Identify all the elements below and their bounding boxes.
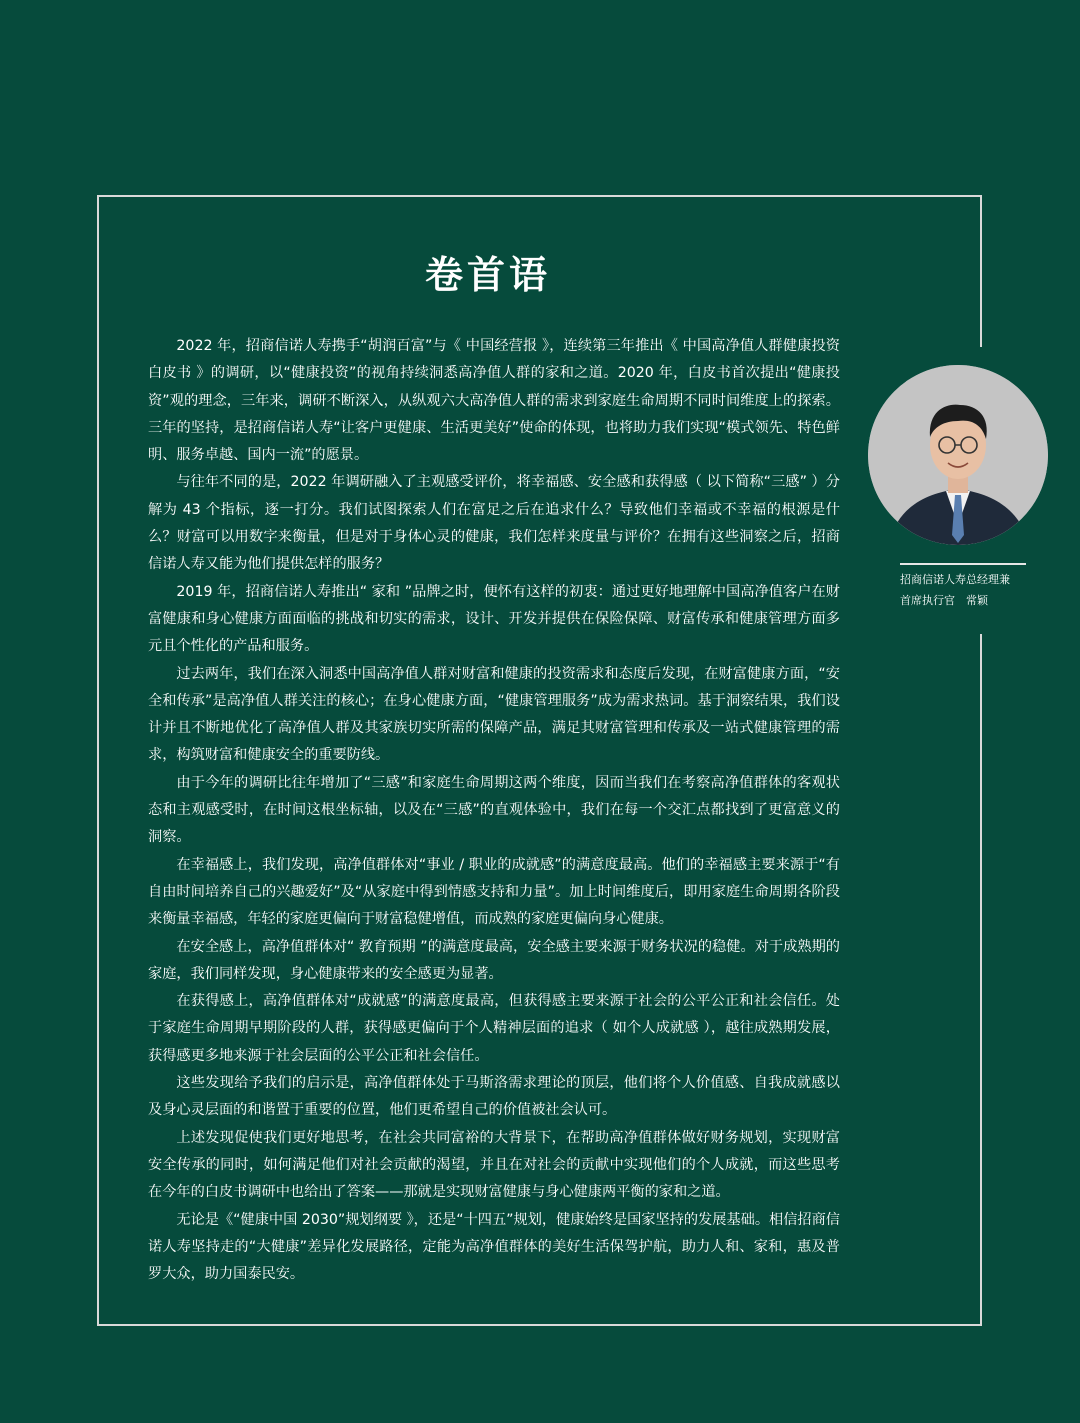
page-title: 卷首语 [424,253,551,297]
caption-name: 首席执行官 常颖 [900,594,988,607]
frame-left-border [97,195,99,1326]
caption-divider [900,563,1026,565]
paragraph: 由于今年的调研比往年增加了“三感”和家庭生命周期这两个维度，因而当我们在考察高净值群体的客观状态和主观感受时，在时间这根坐标轴，以及在“三感”的直观体验中，我们在每一个交汇点都找到了更富意义的洞察。 [148,774,840,846]
paragraph: 在幸福感上，我们发现，高净值群体对“事业 / 职业的成就感”的满意度最高。他们的幸福感主要来源于“有自由时间培养自己的兴趣爱好”及“从家庭中得到情感支持和力量”。加上时间维度后，即用家庭生命周期各阶段来衡量幸福感，年轻的家庭更偏向于财富稳健增值，而成熟的家庭更偏向身心健康。 [148,856,840,928]
foreword-body [148,333,840,1288]
paragraph: 2019 年，招商信诺人寿推出“ 家和 ”品牌之时，便怀有这样的初衷：通过更好地理解中国高净值客户在财富健康和身心健康方面面临的挑战和切实的需求，设计、开发并提供在保险保障、财富传承和健康管理方面多元且个性化的产品和服务。 [148,583,840,655]
paragraph: 上述发现促使我们更好地思考，在社会共同富裕的大背景下，在帮助高净值群体做好财务规划，实现财富安全传承的同时，如何满足他们对社会贡献的渴望，并且在对社会的贡献中实现他们的个人成就，而这些思考在今年的白皮书调研中也给出了答案——那就是实现财富健康与身心健康两平衡的家和之道。 [148,1129,840,1201]
frame-right-border-upper [980,195,982,347]
executive-portrait [868,365,1048,545]
frame-bottom-border [97,1324,982,1326]
portrait-illustration [868,365,1048,545]
portrait-caption [900,569,1060,611]
paragraph: 2022 年，招商信诺人寿携手“胡润百富”与《 中国经营报 》，连续第三年推出《 中国高净值人群健康投资白皮书 》的调研，以“健康投资”的视角持续洞悉高净值人群的家和之道。2020 年，白皮书首次提出“健康投资”观的理念，三年来，调研不断深入，从纵观六大高净值人群的需求到家庭生命周期不同时间维度上的探索。三年的坚持，是招商信诺人寿“让客户更健康、生活更美好”使命的体现，也将助力我们实现“模式领先、特色鲜明、服务卓越、国内一流”的愿景。 [148,338,840,464]
paragraph: 无论是《“健康中国 2030”规划纲要 》，还是“十四五”规划，健康始终是国家坚持的发展基础。相信招商信诺人寿坚持走的“大健康”差异化发展路径，定能为高净值群体的美好生活保驾护航，助力人和、家和，惠及普罗大众，助力国泰民安。 [148,1211,840,1283]
paragraph: 在获得感上，高净值群体对“成就感”的满意度最高，但获得感主要来源于社会的公平公正和社会信任。处于家庭生命周期早期阶段的人群，获得感更偏向于个人精神层面的追求（ 如个人成就感 ），越往成熟期发展，获得感更多地来源于社会层面的公平公正和社会信任。 [148,993,840,1064]
paragraph: 在安全感上，高净值群体对“ 教育预期 ”的满意度最高，安全感主要来源于财务状况的稳健。对于成熟期的家庭，我们同样发现，身心健康带来的安全感更为显著。 [148,938,840,982]
paragraph: 这些发现给予我们的启示是，高净值群体处于马斯洛需求理论的顶层，他们将个人价值感、自我成就感以及身心灵层面的和谐置于重要的位置，他们更希望自己的价值被社会认可。 [148,1075,840,1119]
paragraph: 与往年不同的是，2022 年调研融入了主观感受评价，将幸福感、安全感和获得感（ 以下简称“三感” ）分解为 43 个指标，逐一打分。我们试图探索人们在富足之后在追求什么？导致他们幸福或不幸福的根源是什么？财富可以用数字来衡量，但是对于身体心灵的健康，我们怎样来度量与评价？在拥有这些洞察之后，招商信诺人寿又能为他们提供怎样的服务？ [148,474,840,573]
paragraph: 过去两年，我们在深入洞悉中国高净值人群对财富和健康的投资需求和态度后发现，在财富健康方面，“安全和传承”是高净值人群关注的核心；在身心健康方面，“健康管理服务”成为需求热词。基于洞察结果，我们设计并且不断地优化了高净值人群及其家族切实所需的保障产品，满足其财富管理和传承及一站式健康管理的需求，构筑财富和健康安全的重要防线。 [148,665,840,764]
caption-title: 招商信诺人寿总经理兼 [900,573,1010,586]
frame-right-border-lower [980,634,982,1326]
frame-top-border [97,195,982,197]
